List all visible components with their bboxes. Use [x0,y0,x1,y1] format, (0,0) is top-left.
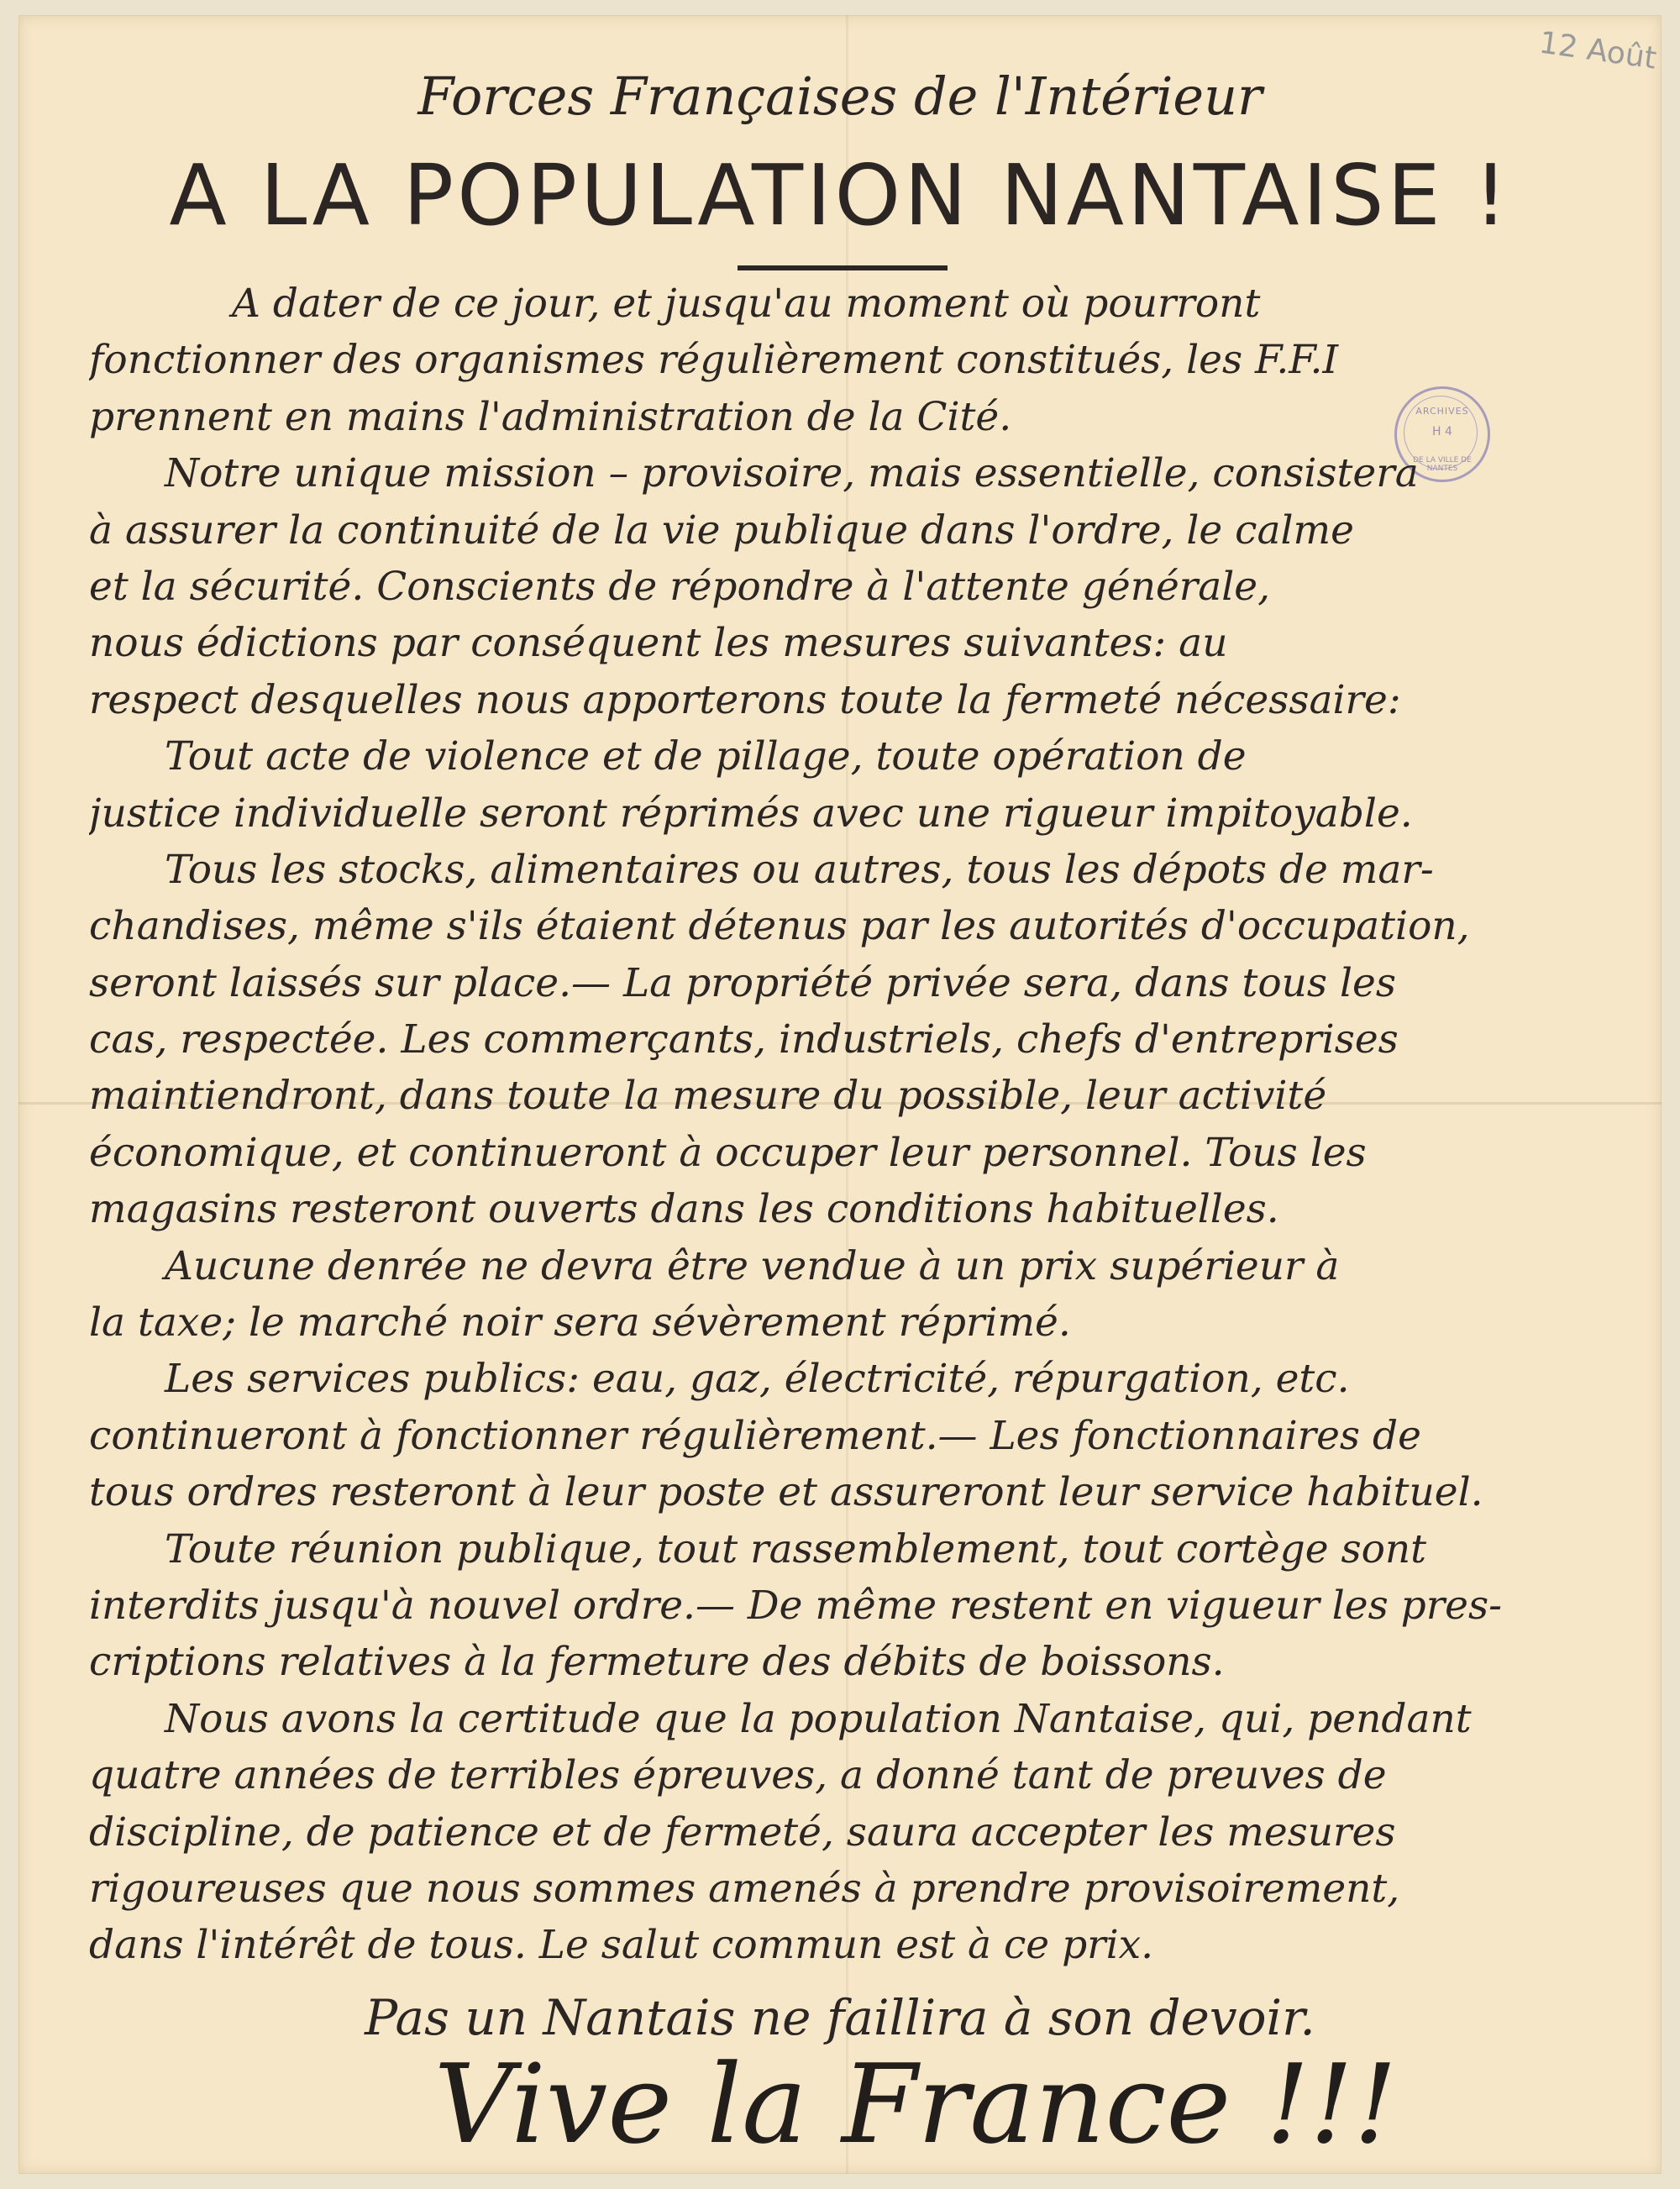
body-line: justice individuelle seront réprimés avec une rigueur impitoyable. [89,790,1413,837]
body-line: interdits jusqu'à nouvel ordre.— De même restent en vigueur les pres- [89,1582,1502,1629]
body-line: économique, et continueront à occuper leur personnel. Tous les [89,1129,1367,1176]
body-line: la taxe; le marché noir sera sévèrement réprimé. [89,1299,1071,1346]
body-line: seront laissés sur place.— La propriété privée sera, dans tous les [89,959,1396,1006]
body-line: A dater de ce jour, et jusqu'au moment où pourront [232,281,1261,327]
poster-sheet [18,15,1662,2174]
slogan-vive-la-france: Vive la France !!! [433,2040,1398,2168]
body-line: chandises, même s'ils étaient détenus par les autorités d'occupation, [89,903,1470,950]
body-line: discipline, de patience et de fermeté, saura accepter les mesures [89,1808,1396,1856]
stamp-reference: H 4 [1432,425,1452,438]
stamp-top-text: ARCHIVES [1415,406,1469,417]
body-line: criptions relatives à la fermeture des débits de boissons. [89,1639,1225,1686]
body-line: Notre unique mission – provisoire, mais essentielle, consistera [165,450,1419,497]
body-line: nous édictions par conséquent les mesures suivantes: au [89,620,1228,667]
body-line: respect desquelles nous apporterons toute la fermeté nécessaire: [89,676,1401,723]
organization-header: Forces Françaises de l'Intérieur [417,66,1263,127]
stamp-bottom-text: DE LA VILLE DE NANTES [1413,456,1472,473]
body-line: Tout acte de violence et de pillage, toute opération de [165,733,1247,780]
body-line: quatre années de terribles épreuves, a donné tant de preuves de [89,1752,1387,1799]
body-line: magasins resteront ouverts dans les conditions habituelles. [89,1186,1279,1233]
body-line: prennent en mains l'administration de la Cité. [89,393,1012,440]
body-line: dans l'intérêt de tous. Le salut commun est à ce prix. [89,1922,1154,1969]
body-line: Toute réunion publique, tout rassemblement, tout cortège sont [165,1525,1427,1572]
body-line: continueront à fonctionner régulièrement.— Les fonctionnaires de [89,1412,1421,1459]
body-line: cas, respectée. Les commerçants, industriels, chefs d'entreprises [89,1016,1399,1063]
body-line: Aucune denrée ne devra être vendue à un prix supérieur à [165,1242,1340,1289]
body-line: Tous les stocks, alimentaires ou autres, tous les dépots de mar- [165,846,1434,893]
poster-title: A LA POPULATION NANTAISE ! [169,146,1511,244]
body-line: maintiendront, dans toute la mesure du possible, leur activité [89,1073,1327,1120]
margin-date-note: 12 Août [1536,25,1659,76]
body-line: fonctionner des organismes régulièrement constitués, les F.F.I [89,337,1339,384]
proclamation-body [89,276,1635,1974]
body-line: Les services publics: eau, gaz, électricité, répurgation, etc. [165,1356,1350,1403]
body-line: rigoureuses que nous sommes amenés à prendre provisoirement, [89,1865,1400,1912]
closing-line: Pas un Nantais ne faillira à son devoir. [365,1989,1315,2046]
body-line: et la sécurité. Conscients de répondre à l'attente générale, [89,563,1271,610]
body-line: à assurer la continuité de la vie publique dans l'ordre, le calme [89,507,1354,554]
body-line: Nous avons la certitude que la population Nantaise, qui, pendant [165,1695,1472,1742]
body-line: tous ordres resteront à leur poste et assureront leur service habituel. [89,1469,1483,1516]
title-underline [738,265,948,270]
